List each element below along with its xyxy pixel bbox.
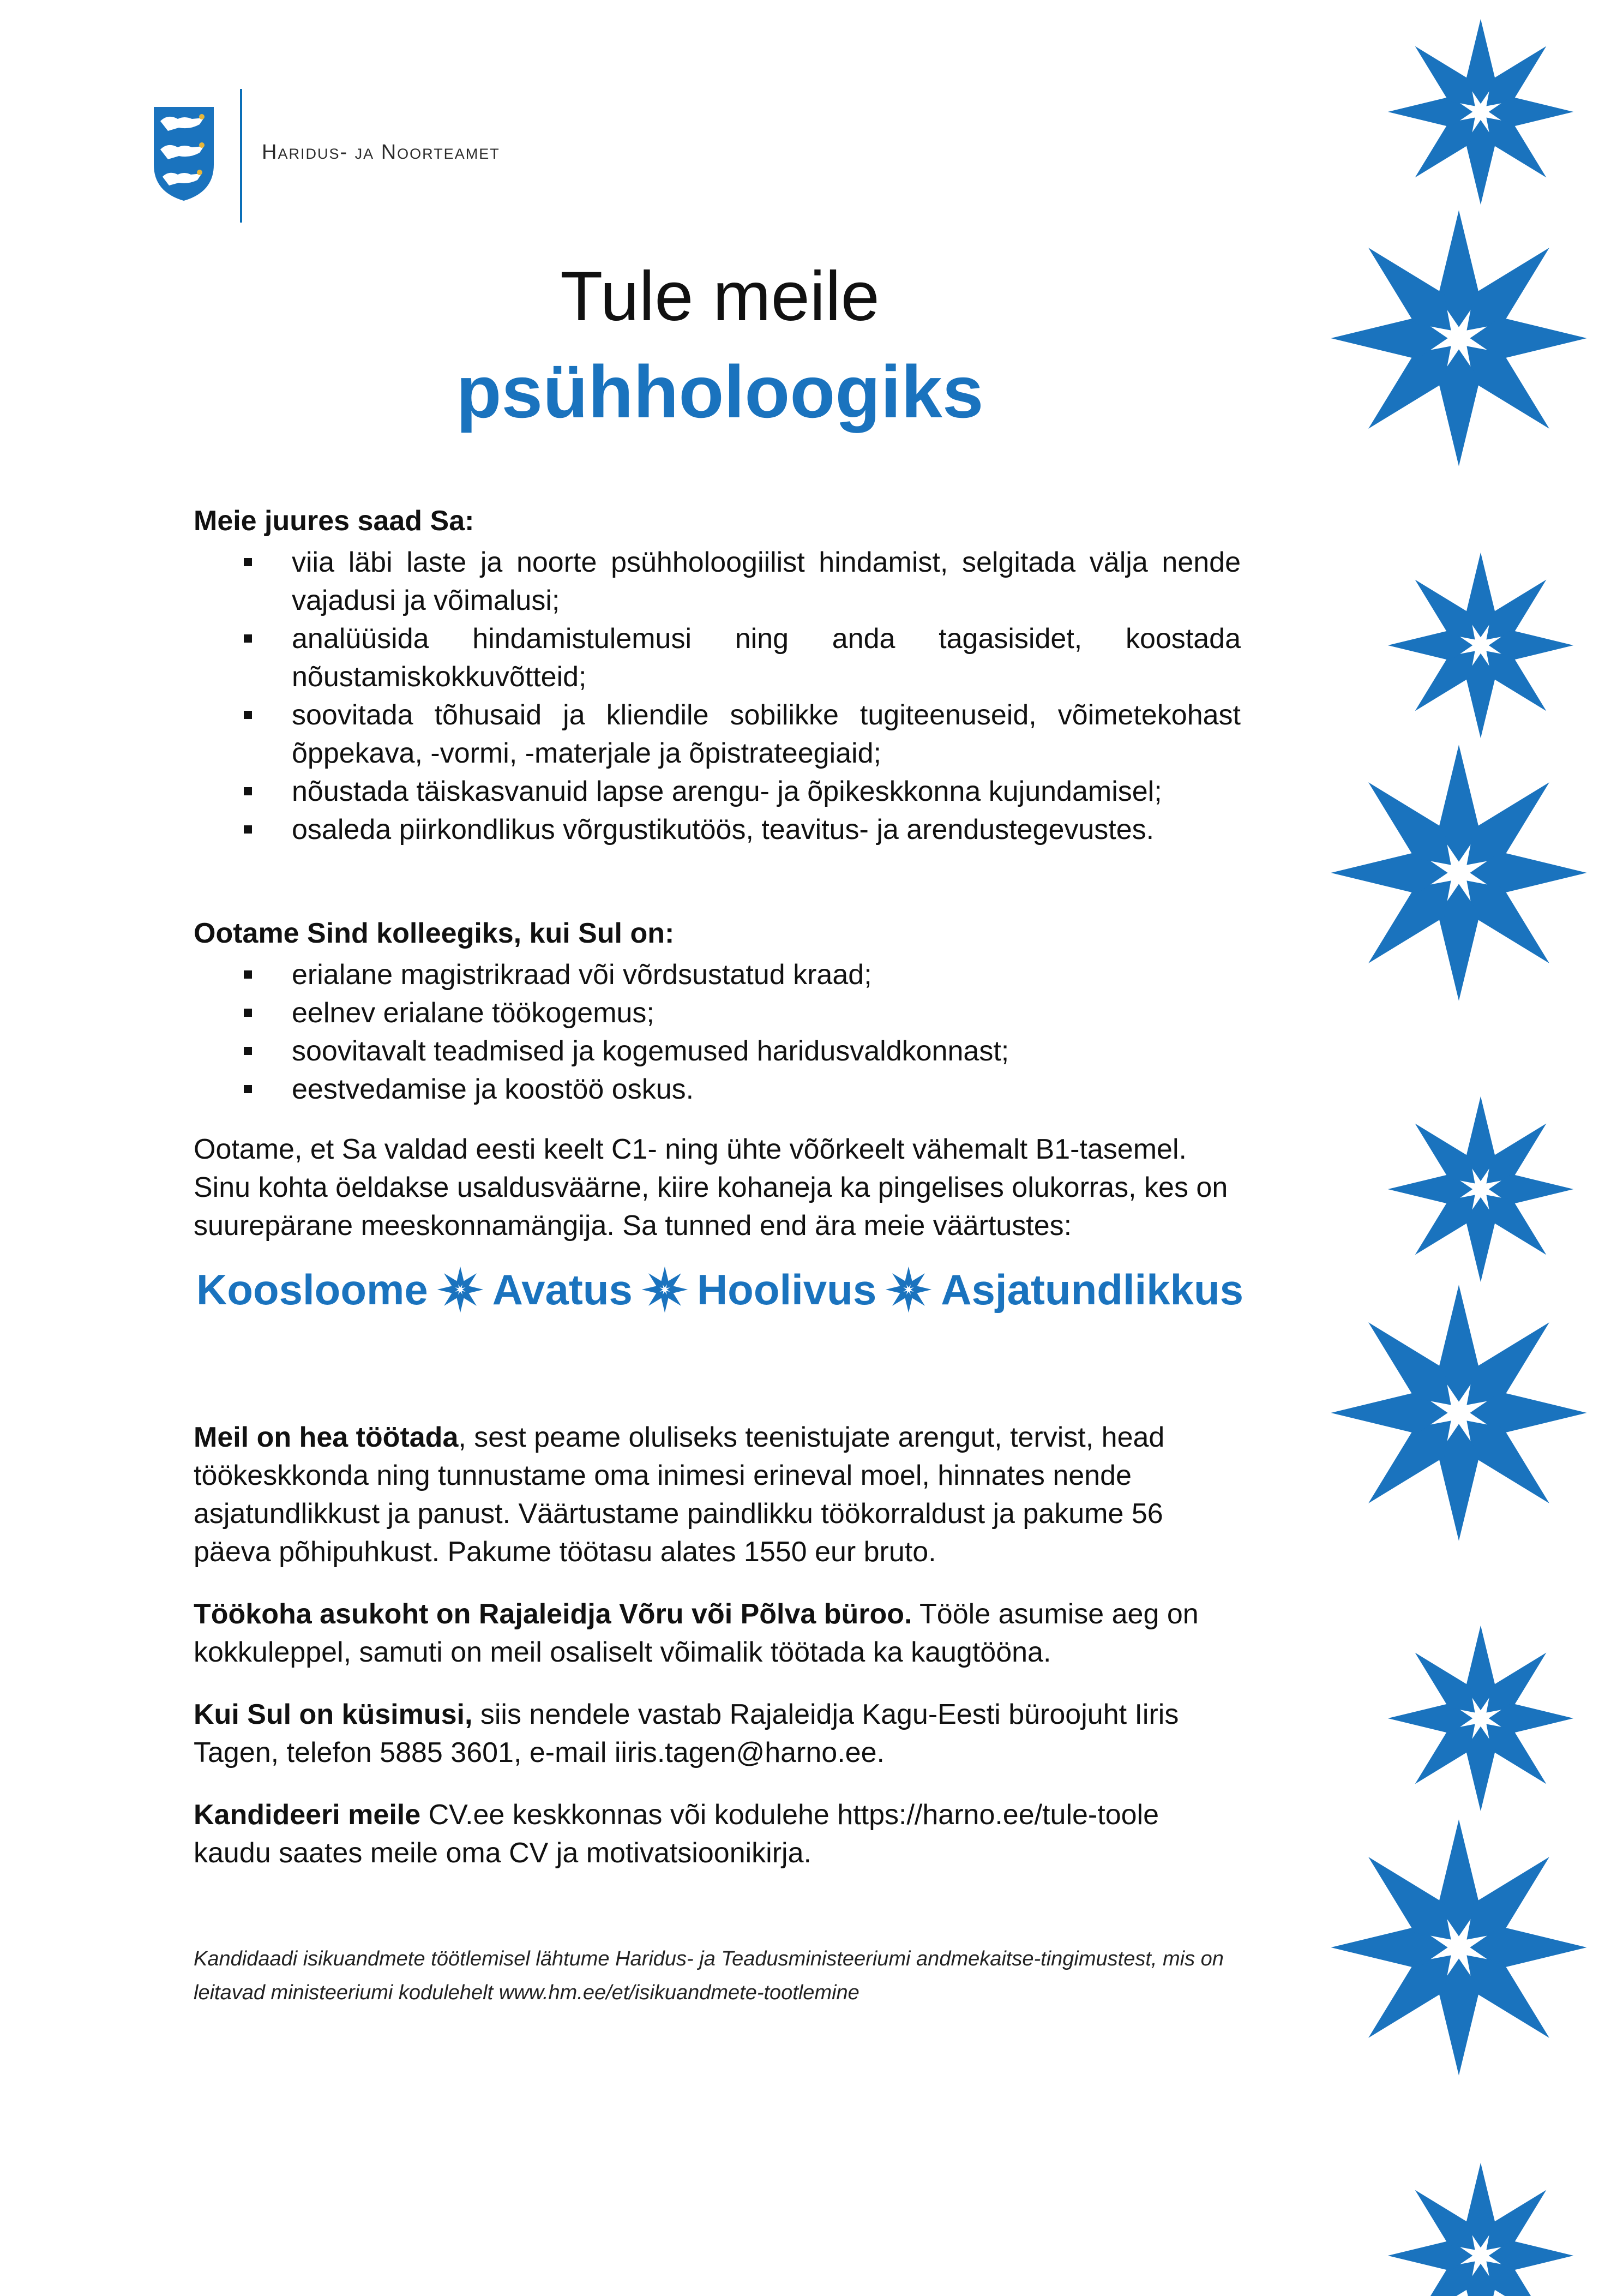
value-koosloome: Koosloome — [196, 1265, 428, 1314]
value-asjatundlikkus: Asjatundlikkus — [941, 1265, 1243, 1314]
list-item: soovitavalt teadmised ja kogemused haridusvaldkonnast; — [194, 1032, 1241, 1070]
offer-list — [194, 543, 1241, 849]
list-item: soovitada tõhusaid ja kliendile sobilikke tugiteenuseid, võimetekohast õppekava, -vormi, -materjale ja õpistrateegiaid; — [194, 696, 1241, 772]
star-ornament-icon — [1331, 1819, 1586, 2075]
details-section — [194, 1418, 1241, 1872]
star-ornament-icon — [1331, 745, 1586, 1000]
list-item: erialane magistrikraad või võrdsustatud kraad; — [194, 956, 1241, 994]
star-ornament-icon — [1388, 1096, 1573, 1282]
list-item: analüüsida hindamistulemusi ning anda tagasisidet, koostada nõustamiskokkuvõtteid; — [194, 620, 1241, 696]
bullet-square-icon — [244, 970, 252, 979]
header-divider — [240, 89, 242, 223]
bullet-square-icon — [244, 634, 252, 643]
list-item: eestvedamise ja koostöö oskus. — [194, 1070, 1241, 1108]
value-avatus: Avatus — [492, 1265, 633, 1314]
bullet-square-icon — [244, 558, 252, 566]
bullet-square-icon — [244, 711, 252, 719]
offer-heading: Meie juures saad Sa: — [194, 505, 474, 537]
value-hoolivus: Hoolivus — [696, 1265, 877, 1314]
requirements-section — [194, 914, 1241, 1108]
page-title-line1: Tule meile — [560, 257, 880, 335]
coat-of-arms-three-lions-icon — [152, 105, 216, 202]
bullet-square-icon — [244, 825, 252, 834]
star-ornament-icon — [1388, 553, 1573, 738]
benefits-paragraph: Meil on hea töötada, sest peame oluliseks teenistujate arengut, tervist, head töökeskkonda ning tunnustame oma inimesi erineval moel, hinnates nende asjatundlikkust ja panust. Väärtustame paindlikku töökorraldust ja pakume 56 päeva põhipuhkust. Pakume töötasu alates 1550 eur bruto. — [194, 1422, 1165, 1568]
offer-section — [194, 502, 1241, 849]
list-item: nõustada täiskasvanuid lapse arengu- ja õpikeskkonna kujundamisel; — [194, 772, 1241, 811]
requirements-list — [194, 956, 1241, 1108]
list-item: eelnev erialane töökogemus; — [194, 994, 1241, 1032]
bullet-square-icon — [244, 1085, 252, 1093]
bullet-square-icon — [244, 787, 252, 795]
bullet-square-icon — [244, 1047, 252, 1055]
organization-name: Haridus- ja Noorteamet — [262, 141, 500, 164]
location-paragraph: Töökoha asukoht on Rajaleidja Võru või Põlva büroo. Tööle asumise aeg on kokkuleppel, samuti on meil osaliselt võimalik töötada ka kaugtööna. — [194, 1598, 1199, 1668]
expectations-text: Ootame, et Sa valdad eesti keelt C1- ning ühte võõrkeelt vähemalt B1-tasemel. Sinu kohta öeldakse usaldusväärne, kiire kohaneja ka pingelises olukorras, kes on suurepärane meeskonnamängija. Sa tunned end ära meie väärtustes: — [194, 1134, 1228, 1242]
star-ornament-icon — [1388, 2163, 1573, 2296]
star-ornament-icon — [640, 1264, 690, 1315]
star-ornament-icon — [1331, 210, 1586, 466]
expectations-section — [194, 1130, 1241, 1245]
page-title-line2: psühholoogiks — [456, 350, 984, 433]
list-item: viia läbi laste ja noorte psühholoogiilist hindamist, selgitada välja nende vajadusi ja võimalusi; — [194, 543, 1241, 620]
contact-paragraph: Kui Sul on küsimusi, siis nendele vastab Rajaleidja Kagu-Eesti büroojuht Iiris Tagen, telefon 5885 3601, e-mail iiris.tagen@harno.ee. — [194, 1699, 1179, 1769]
bullet-square-icon — [244, 1009, 252, 1017]
star-ornament-icon — [435, 1264, 485, 1315]
star-ornament-icon — [1331, 1285, 1586, 1540]
star-ornament-icon — [1388, 1626, 1573, 1811]
star-ornament-icon — [1388, 19, 1573, 205]
requirements-heading: Ootame Sind kolleegiks, kui Sul on: — [194, 918, 675, 949]
values-row — [196, 1264, 1243, 1315]
privacy-footnote: Kandidaadi isikuandmete töötlemisel lähtume Haridus- ja Teadusministeeriumi andmekaitse-tingimustest, mis on leitavad ministeeriumi kodulehelt www.hm.ee/et/isikuandmete-tootlemine — [194, 1947, 1224, 2004]
star-ornament-icon — [883, 1264, 934, 1315]
privacy-footnote-section — [194, 1942, 1241, 2010]
list-item: osaleda piirkondlikus võrgustikutöös, teavitus- ja arendustegevustes. — [194, 811, 1241, 849]
apply-paragraph: Kandideeri meile CV.ee keskkonnas või kodulehe https://harno.ee/tule-toole kaudu saates meile oma CV ja motivatsioonikirja. — [194, 1799, 1159, 1869]
star-ornament-column — [1254, 0, 1623, 2296]
